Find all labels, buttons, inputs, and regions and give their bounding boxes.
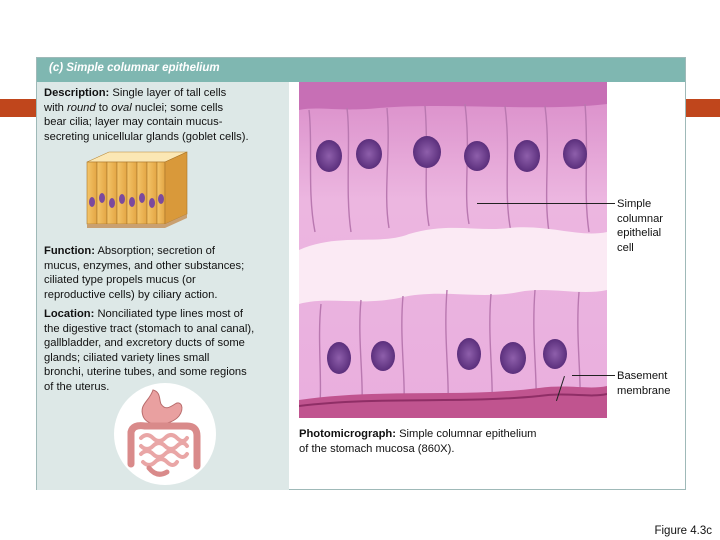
- basement-leader-line: [572, 375, 615, 376]
- panel-title: (c) Simple columnar epithelium: [49, 62, 220, 74]
- panel-header: [37, 58, 685, 82]
- figure-panel: [36, 57, 686, 490]
- location-heading: Location:: [44, 308, 95, 320]
- columnar-cells-illustration: [83, 148, 189, 238]
- accent-bar-right: [686, 99, 720, 117]
- function-heading: Function:: [44, 245, 95, 257]
- photomicrograph-heading: Photomicrograph:: [299, 428, 396, 440]
- location-text: Location: Nonciliated type lines most of the digestive tract (stomach to anal canal), gallbladder, and excretory ducts of some glands; ciliated variety lines small bronchi, uterine tubes, and some regions of the uterus.: [44, 308, 255, 393]
- simple-columnar-cell-label: Simple columnar epithelial cell: [617, 198, 664, 254]
- description-text: Description: Single layer of tall cells with round to oval nuclei; some cells bear cilia; layer may contain mucus- secreting unicellular glands (goblet cells).: [44, 87, 249, 143]
- figure-number: Figure 4.3c: [654, 525, 712, 537]
- cell-leader-line: [477, 203, 615, 204]
- photomicrograph-caption: Photomicrograph: Simple columnar epithelium of the stomach mucosa (860X).: [299, 428, 537, 455]
- accent-bar-left: [0, 99, 36, 117]
- function-text: Function: Absorption; secretion of mucus, enzymes, and other substances; ciliated type propels mucus (or reproductive cells) by ciliary action.: [44, 245, 245, 301]
- digestive-tract-illustration: [109, 382, 221, 486]
- basement-membrane-label: Basement membrane: [617, 370, 671, 397]
- photomicrograph-image: [299, 82, 607, 418]
- left-info-column: [37, 82, 289, 490]
- description-heading: Description:: [44, 87, 110, 99]
